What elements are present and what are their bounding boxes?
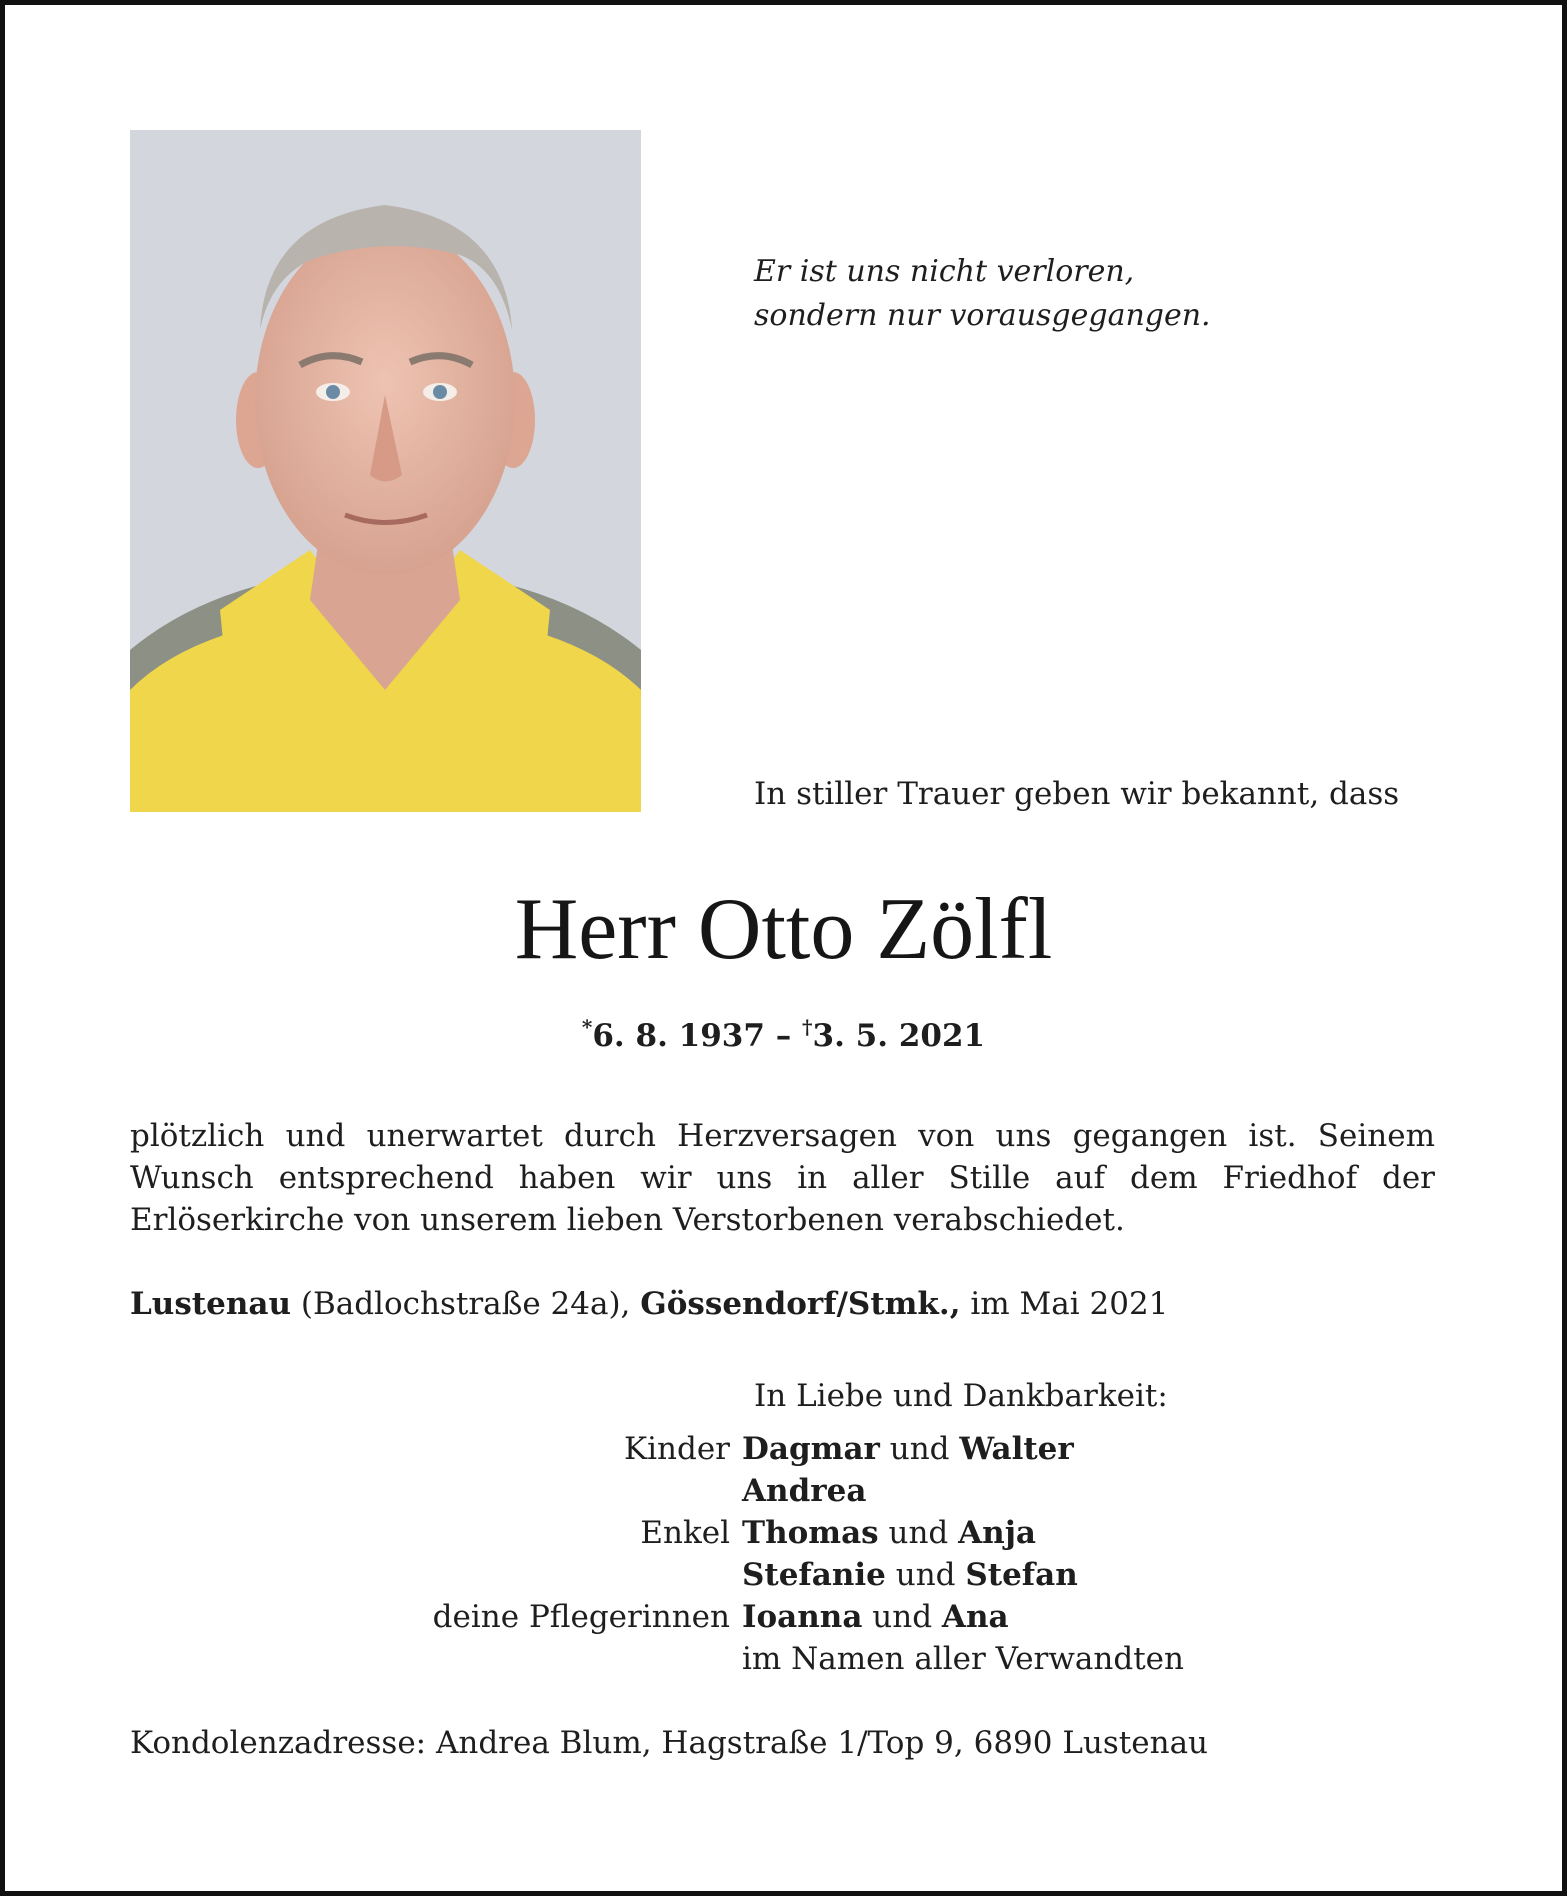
family-name: Andrea [742, 1473, 867, 1509]
family-relation: deine Pflegerinnen [432, 1599, 730, 1635]
family-row [130, 1596, 1435, 1638]
date-dash: – [764, 1018, 803, 1054]
family-names [742, 1596, 1009, 1638]
birth-symbol: * [581, 1015, 593, 1039]
family-names [742, 1470, 866, 1512]
family-closing: im Namen aller Verwandten [742, 1641, 1184, 1677]
place-date: im Mai 2021 [960, 1286, 1169, 1322]
intro-text: In stiller Trauer geben wir bekannt, dass [754, 776, 1400, 812]
body-text: plötzlich und unerwartet durch Herzversagen von uns gegangen ist. Seinem Wunsch entsprechend haben wir uns in aller Stille auf dem Friedhof der Erlöserkirche von unserem lieben Verstorbenen verabschiedet. [130, 1118, 1435, 1238]
birth-date: 6. 8. 1937 [592, 1018, 765, 1054]
family-relation [130, 1638, 742, 1680]
family-list [130, 1428, 1435, 1680]
family-conj: und [878, 1515, 959, 1551]
family-name: Walter [959, 1431, 1074, 1467]
family-relation: Kinder [623, 1431, 730, 1467]
family-name: Dagmar [742, 1431, 880, 1467]
family-relation [130, 1554, 742, 1596]
life-dates [0, 1015, 1567, 1054]
place-city-1: Lustenau [130, 1286, 291, 1322]
family-name: Stefan [965, 1557, 1078, 1593]
family-name: Anja [958, 1515, 1037, 1551]
family-names [742, 1554, 1078, 1596]
family-name: Ana [941, 1599, 1009, 1635]
place-address: (Badlochstraße 24a), [291, 1286, 641, 1322]
place-city-2: Gössendorf/Stmk., [640, 1286, 961, 1322]
portrait-photo [130, 130, 641, 812]
family-relation [130, 1470, 742, 1512]
place-line [130, 1286, 1168, 1322]
family-row [130, 1512, 1435, 1554]
thanks-line: In Liebe und Dankbarkeit: [754, 1378, 1168, 1414]
family-row [130, 1470, 1435, 1512]
family-relation: Enkel [640, 1515, 730, 1551]
motto-line-1: Er ist uns nicht verloren, [754, 254, 1135, 289]
family-name: Thomas [742, 1515, 879, 1551]
family-name: Ioanna [742, 1599, 863, 1635]
condolence-address: Kondolenzadresse: Andrea Blum, Hagstraße 1/Top 9, 6890 Lustenau [130, 1725, 1209, 1761]
family-name: Stefanie [742, 1557, 886, 1593]
motto-line-2: sondern nur vorausgegangen. [754, 298, 1211, 333]
deceased-name: Herr Otto Zölfl [514, 881, 1053, 978]
family-row [130, 1638, 1435, 1680]
death-symbol: † [802, 1015, 813, 1039]
family-names [742, 1512, 1036, 1554]
family-row [130, 1428, 1435, 1470]
family-conj: und [879, 1431, 960, 1467]
death-date: 3. 5. 2021 [812, 1018, 986, 1054]
family-names [742, 1428, 1074, 1470]
family-conj: und [885, 1557, 966, 1593]
family-conj: und [862, 1599, 942, 1635]
motto-quote [754, 250, 1211, 338]
family-row [130, 1554, 1435, 1596]
